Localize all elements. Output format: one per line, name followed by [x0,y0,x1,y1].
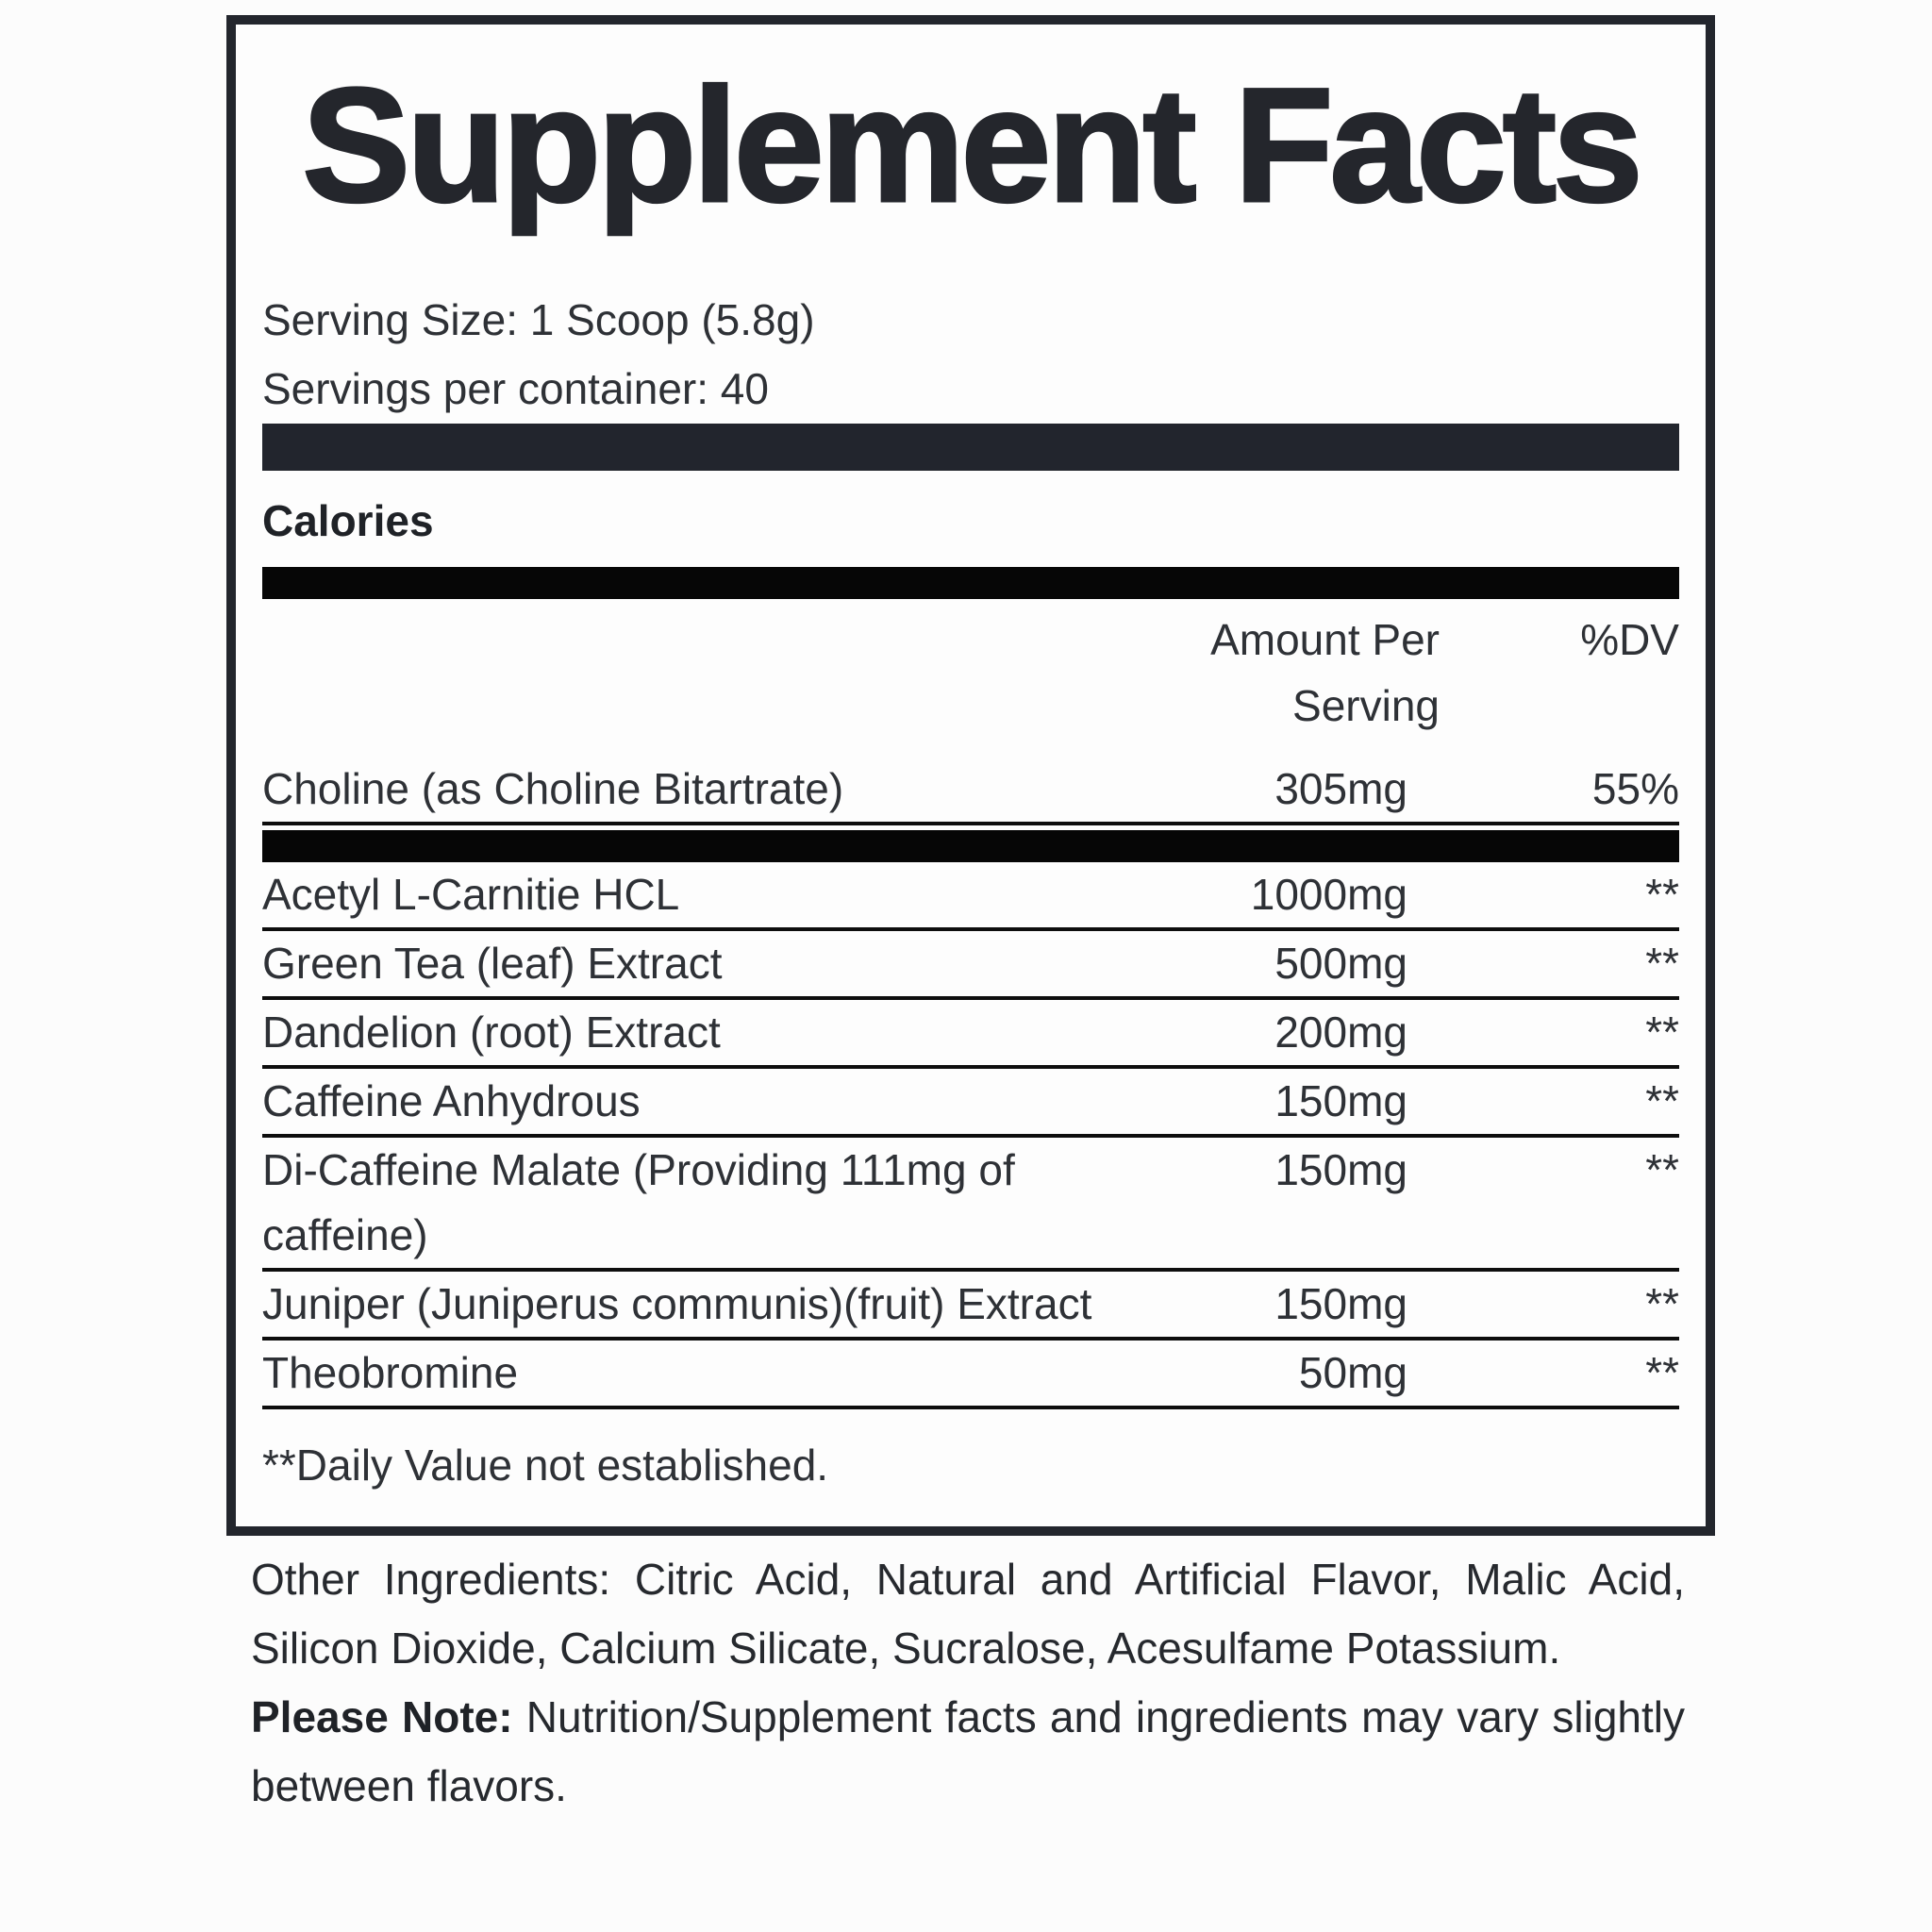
ingredient-dv: ** [1645,1076,1679,1126]
please-note-text: Nutrition/Supplement facts and ingredients may vary slightly between flavors. [251,1692,1685,1810]
ingredient-amount: 150mg [1274,1145,1407,1195]
table-row [262,1000,1679,1069]
ingredient-table [262,862,1679,1409]
ingredient-name: Acetyl L-Carnitie HCL [262,870,680,920]
other-ingredients-paragraph: Other Ingredients: Citric Acid, Natural and Artificial Flavor, Malic Acid, Silicon Dioxide, Calcium Silicate, Sucralose, Acesulfame Potassium. [251,1555,1685,1673]
ingredient-dv: ** [1645,1279,1679,1329]
ingredient-dv: ** [1645,1348,1679,1398]
table-row [262,1341,1679,1409]
table-row [262,1138,1679,1272]
column-header-spacer [262,607,1138,739]
table-row [262,931,1679,1000]
ingredient-amount: 50mg [1298,1348,1407,1398]
table-row [262,862,1679,931]
table-row [262,1272,1679,1341]
serving-size-line: Serving Size: 1 Scoop (5.8g) [262,295,815,345]
ingredient-dv: ** [1645,870,1679,920]
ingredient-amount: 150mg [1274,1076,1407,1126]
ingredient-amount: 150mg [1274,1279,1407,1329]
table-row [262,1069,1679,1138]
ingredient-name: Green Tea (leaf) Extract [262,939,723,989]
ingredient-amount: 305mg [1274,764,1407,814]
ingredient-dv: ** [1645,939,1679,989]
serving-info [262,286,1679,424]
ingredient-amount: 1000mg [1250,870,1407,920]
divider-bar-black-1 [262,567,1679,599]
please-note-paragraph [251,1683,1685,1821]
ingredient-name: Di-Caffeine Malate (Providing 111mg of caffeine) [262,1145,1015,1260]
divider-bar-thick [262,424,1679,471]
please-note-label: Please Note: [251,1692,513,1741]
ingredient-name: Juniper (Juniperus communis)(fruit) Extract [262,1279,1092,1329]
ingredient-dv: 55% [1591,764,1679,814]
ingredient-name: Dandelion (root) Extract [262,1008,721,1058]
ingredient-name: Theobromine [262,1348,519,1398]
divider-line-and-bar [262,822,1679,862]
ingredient-dv: ** [1645,1145,1679,1195]
below-panel-text [251,1545,1685,1821]
divider-bar-black-2 [262,830,1679,862]
ingredient-amount: 500mg [1274,939,1407,989]
ingredient-name: Caffeine Anhydrous [262,1076,641,1126]
ingredient-dv: ** [1645,1008,1679,1058]
daily-value-footnote: **Daily Value not established. [262,1441,829,1491]
calories-label: Calories [262,496,434,546]
panel-title: Supplement Facts [302,55,1640,236]
table-row-choline [262,756,1679,822]
column-header-row [262,607,1679,739]
column-header-amount: Amount Per Serving [1210,615,1440,731]
ingredient-amount: 200mg [1274,1008,1407,1058]
ingredient-name: Choline (as Choline Bitartrate) [262,764,844,814]
column-header-dv: %DV [1580,615,1679,665]
supplement-facts-panel [226,15,1715,1536]
servings-per-container-line: Servings per container: 40 [262,364,769,414]
